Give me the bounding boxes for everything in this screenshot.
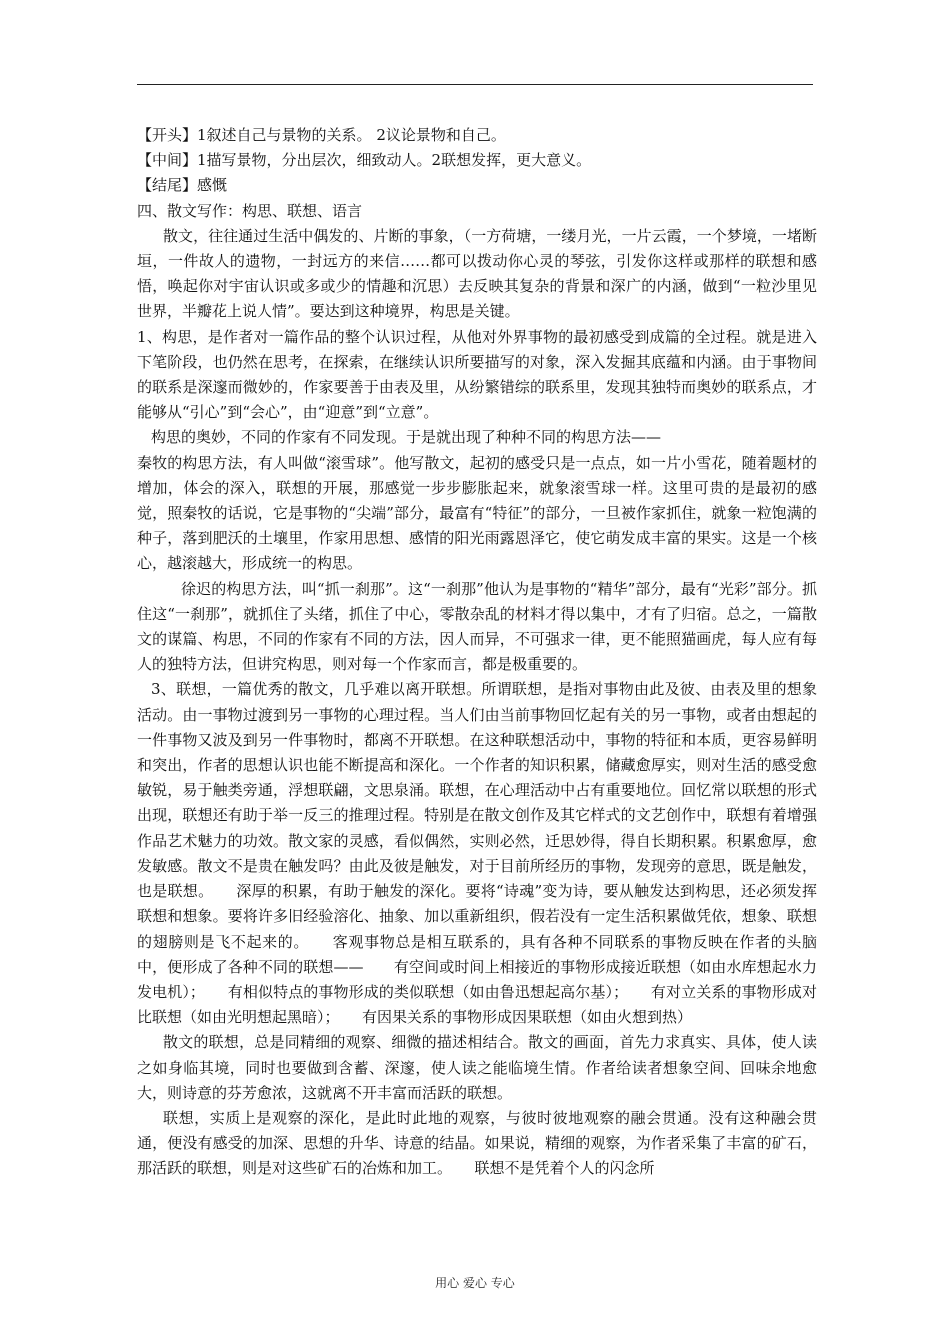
structure-head: 【开头】1叙述自己与景物的关系。 2议论景物和自己。 [137, 126, 506, 144]
conception-methods-paragraph: 构思的奥妙，不同的作家有不同发现。于是就出现了种种不同的构思方法—— [151, 428, 662, 447]
association-paragraph: 3、联想，一篇优秀的散文，几乎难以离开联想。所谓联想，是指对事物由此及彼、由表及里的想象活动。由一事物过渡到另一事物的心理过程。当人们由当前事物回忆起有关的另一事物，或者由想起的一件事物又波及到另一件事物时，都离不开联想。在这种联想活动中，事物的特征和本质，更容易鲜明和突出，作者的思想认识也能不断提高和深化。一个作者的知识积累，储藏愈厚实，则对生活的感受愈敏锐，易于触类旁通，浮想联翩，文思泉涌。联想，在心理活动中占有重要地位。回忆常以联想的形式出现，联想还有助于举一反三的推理过程。特别是在散文创作及其它样式的文艺创作中，联想有着增强作品艺术魅力的功效。散文家的灵感，看似偶然，实则必然，迁思妙得，得自长期积累。积累愈厚，愈发敏感。散文不是贵在触发吗？由此及彼是触发，对于目前所经历的事物，发现旁的意思，既是触发，也是联想。 深厚的积累，有助于触发的深化。要将“诗魂”变为诗，要从触发达到构思，还必须发挥联想和想象。要将许多旧经验溶化、抽象、加以重新组织，假若没有一定生活积累做凭依，想象、联想的翅膀则是飞不起来的。 客观事物总是相互联系的，具有各种不同联系的事物反映在作者的头脑中，便形成了各种不同的联想—— 有空间或时间上相接近的事物形成接近联想（如由水库想起水力发电机）； 有相似特点的事物形成的类似联想（如由鲁迅想起高尔基）； 有对立关系的事物形成对比联想（如由光明想起黑暗）； 有因果关系的事物形成因果联想（如由火想到热） [137, 680, 817, 1027]
structure-end: 【结尾】感慨 [137, 176, 228, 195]
xuchi-paragraph: 徐迟的构思方法，叫“抓一刹那”。这“一刹那”他认为是事物的“精华”部分，最有“光彩”部分。抓住这“一刹那”，就抓住了头绪，抓住了中心，零散杂乱的材料才得以集中，才有了归宿。总之，一篇散文的谋篇、构思，不同的作家有不同的方法，因人而异，不可强求一律，更不能照猫画虎，每人应有每人的独特方法，但讲究构思，则对每一个作家而言，都是极重要的。 [137, 579, 817, 674]
page-footer: 用心 爱心 专心 [435, 1276, 515, 1290]
association-deepening-paragraph: 联想，实质上是观察的深化，是此时此地的观察，与彼时彼地观察的融会贯通。没有这种融会贯通，便没有感受的加深、思想的升华、诗意的结晶。如果说，精细的观察，为作者采集了丰富的矿石，那活跃的联想，则是对这些矿石的冶炼和加工。 联想不是凭着个人的闪念所 [137, 1108, 817, 1178]
document-body [137, 123, 817, 1182]
conception-paragraph: 1、构思，是作者对一篇作品的整个认识过程，从他对外界事物的最初感受到成篇的全过程。就是进入下笔阶段，也仍然在思考，在探索，在继续认识所要描写的对象，深入发掘其底蕴和内涵。由于事物间的联系是深邃而微妙的，作家要善于由表及里，从纷繁错综的联系里，发现其独特而奥妙的联系点，才能够从“引心”到“会心”，由“迎意”到“立意”。 [137, 327, 817, 422]
qinmu-paragraph: 秦牧的构思方法，有人叫做“滚雪球”。他写散文，起初的感受只是一点点，如一片小雪花，随着题材的增加，体会的深入，联想的开展，那感觉一步步膨胀起来，就象滚雪球一样。这里可贵的是最初的感觉，照秦牧的话说，它是事物的“尖端”部分，最富有“特征”的部分，一旦被作家抓住，就象一粒饱满的种子，落到肥沃的土壤里，作家用思想、感情的阳光雨露恩泽它，使它萌发成丰富的果实。这是一个核心，越滚越大，形成统一的构思。 [137, 453, 817, 573]
section-heading: 四、散文写作：构思、联想、语言 [137, 201, 363, 220]
intro-paragraph: 散文，往往通过生活中偶发的、片断的事象，（一方荷塘，一缕月光，一片云霞，一个梦境，一堵断垣，一件故人的遗物，一封远方的来信……都可以拨动你心灵的琴弦，引发你这样或那样的联想和感悟，唤起你对宇宙认识或多或少的情趣和沉思）去反映其复杂的背景和深广的内涵，做到“一粒沙里见世界，半瓣花上说人情”。要达到这种境界，构思是关键。 [137, 226, 817, 321]
structure-middle: 【中间】1描写景物，分出层次，细致动人。2联想发挥，更大意义。 [137, 151, 592, 170]
header-rule [137, 84, 813, 85]
association-observation-paragraph: 散文的联想，总是同精细的观察、细微的描述相结合。散文的画面，首先力求真实、具体，使人读之如身临其境，同时也要做到含蓄、深邃，使人读之能临境生情。作者给读者想象空间、回味余地愈大，则诗意的芬芳愈浓，这就离不开丰富而活跃的联想。 [137, 1033, 817, 1102]
